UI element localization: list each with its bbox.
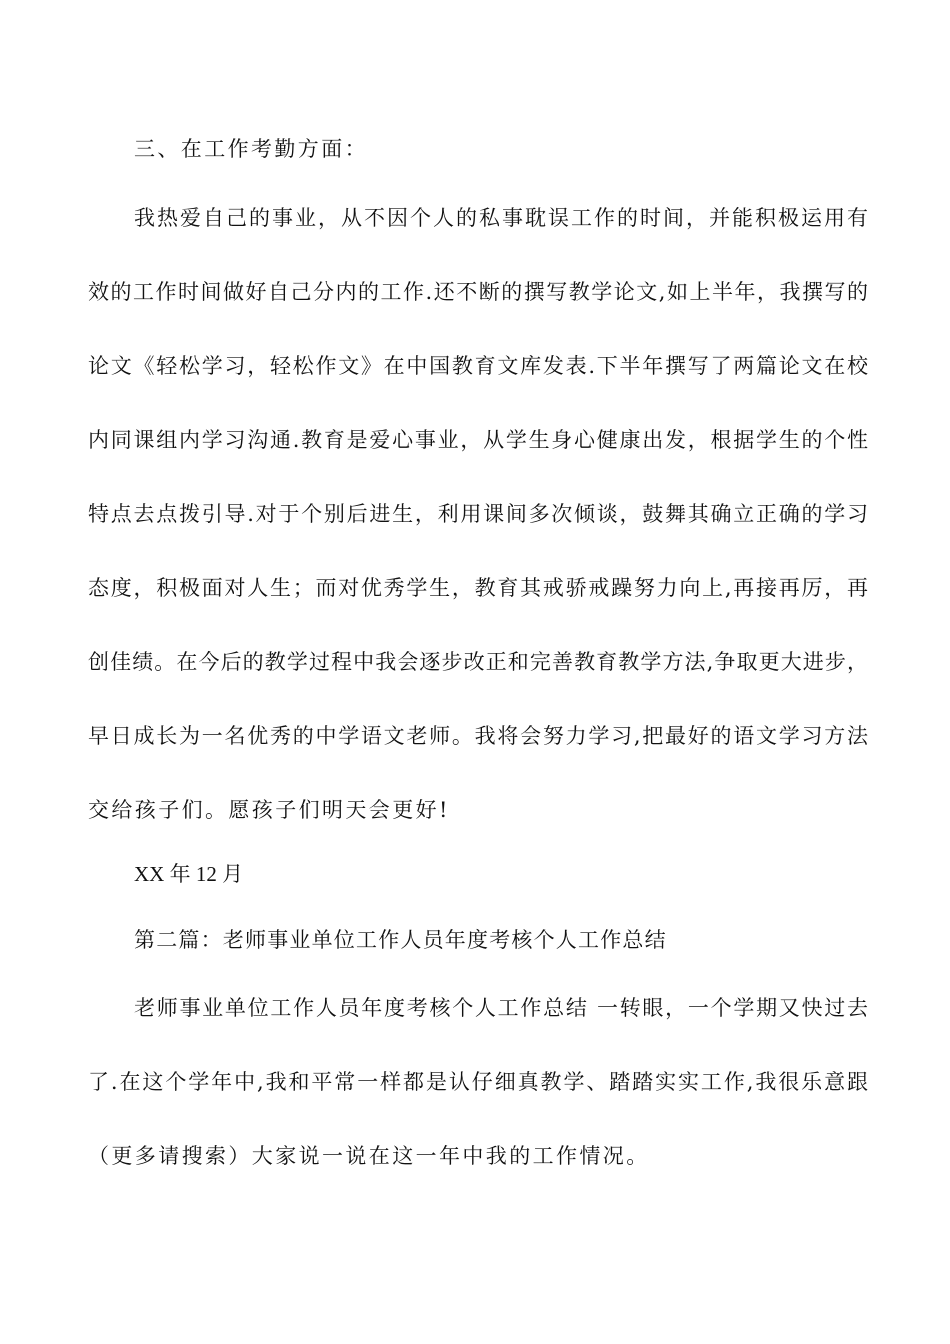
paragraph1-line9: 交给孩子们。愿孩子们明天会更好! — [88, 798, 450, 822]
paragraph1-line5: 特点去点拨引导.对于个别后进生，利用课间多次倾谈，鼓舞其确立正确的学习 — [88, 502, 868, 526]
paragraph1-line3: 论文《轻松学习，轻松作文》在中国教育文库发表.下半年撰写了两篇论文在校 — [88, 354, 868, 378]
paragraph1-line1: 我热爱自己的事业，从不因个人的私事耽误工作的时间，并能积极运用有 — [134, 206, 868, 230]
paragraph2-line1: 老师事业单位工作人员年度考核个人工作总结 一转眼，一个学期又快过去 — [134, 996, 868, 1020]
second-article-title: 第二篇：老师事业单位工作人员年度考核个人工作总结 — [134, 928, 667, 952]
paragraph1-line7: 创佳绩。在今后的教学过程中我会逐步改正和完善教育教学方法,争取更大进步， — [88, 650, 868, 674]
paragraph2-line2: 了.在这个学年中,我和平常一样都是认仔细真教学、踏踏实实工作,我很乐意跟 — [88, 1070, 868, 1094]
paragraph1-line2: 效的工作时间做好自己分内的工作.还不断的撰写教学论文,如上半年，我撰写的 — [88, 280, 868, 304]
document-date: XX 年 12 月 — [134, 862, 244, 886]
section-heading: 三、在工作考勤方面： — [134, 137, 368, 161]
paragraph1-line8: 早日成长为一名优秀的中学语文老师。我将会努力学习,把最好的语文学习方法 — [88, 724, 868, 748]
paragraph1-line4: 内同课组内学习沟通.教育是爱心事业，从学生身心健康出发，根据学生的个性 — [88, 428, 868, 452]
paragraph1-line6: 态度，积极面对人生；而对优秀学生，教育其戒骄戒躁努力向上,再接再厉，再 — [88, 576, 868, 600]
paragraph2-line3: （更多请搜索）大家说一说在这一年中我的工作情况。 — [88, 1144, 650, 1168]
